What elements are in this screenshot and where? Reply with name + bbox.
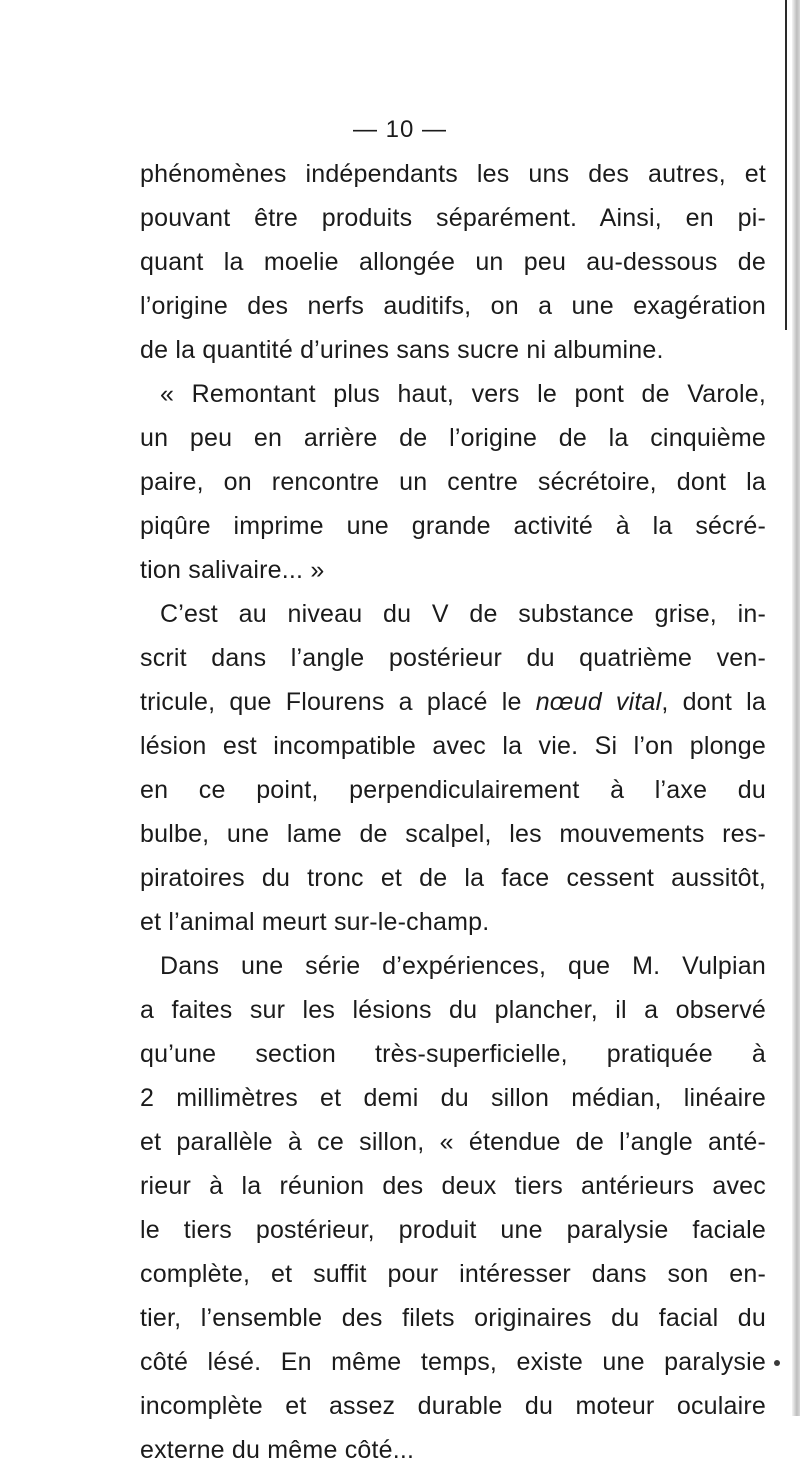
text-line: côté lésé. En même temps, existe une paralysie [140,1348,766,1376]
text-line: a faites sur les lésions du plancher, il a observé [140,996,766,1024]
text-line: piratoires du tronc et de la face cessent aussitôt, [140,864,766,892]
ink-speck [774,1360,780,1366]
italic-term: nœud vital [535,688,662,716]
text-line: rieur à la réunion des deux tiers antérieurs avec [140,1172,766,1200]
text-line: le tiers postérieur, produit une paralysie faciale [140,1216,766,1244]
text-line: bulbe, une lame de scalpel, les mouvements res- [140,820,766,848]
body-text [140,152,766,1472]
text-line: phénomènes indépendants les uns des autres, et [140,160,766,188]
text-fragment: , dont la [661,688,766,716]
text-line: un peu en arrière de l’origine de la cinquième [140,424,766,452]
text-line: et l’animal meurt sur-le-champ. [140,908,490,936]
text-line-mixed [140,680,766,724]
text-line: incomplète et assez durable du moteur oculaire [140,1392,766,1420]
text-line: en ce point, perpendiculairement à l’axe du [140,776,766,804]
text-line: externe du même côté... [140,1436,415,1464]
text-line: C’est au niveau du V de substance grise, in- [160,600,766,628]
text-line: paire, on rencontre un centre sécrétoire, dont la [140,468,766,496]
text-line: pouvant être produits séparément. Ainsi, en pi- [140,204,766,232]
text-line: Dans une série d’expériences, que M. Vulpian [160,952,766,980]
text-line: tion salivaire... » [140,556,325,584]
page-edge-line [785,0,787,330]
text-line: scrit dans l’angle postérieur du quatrième ven- [140,644,766,672]
text-line: tier, l’ensemble des filets originaires du facial du [140,1304,766,1332]
text-line: de la quantité d’urines sans sucre ni albumine. [140,336,664,364]
text-line: et parallèle à ce sillon, « étendue de l’angle anté- [140,1128,766,1156]
page-edge [792,0,800,1416]
text-line: lésion est incompatible avec la vie. Si l’on plonge [140,732,766,760]
text-line: quant la moelie allongée un peu au-dessous de [140,248,766,276]
text-line: qu’une section très-superficielle, pratiquée à [140,1040,766,1068]
text-line: l’origine des nerfs auditifs, on a une exagération [140,292,766,320]
page-number: — 10 — [352,116,448,143]
text-line: complète, et suffit pour intéresser dans son en- [140,1260,766,1288]
text-line: « Remontant plus haut, vers le pont de Varole, [160,380,766,408]
text-fragment: tricule, que Flourens a placé le [140,688,522,716]
text-line: 2 millimètres et demi du sillon médian, linéaire [140,1084,766,1112]
text-line: piqûre imprime une grande activité à la sécré- [140,512,766,540]
